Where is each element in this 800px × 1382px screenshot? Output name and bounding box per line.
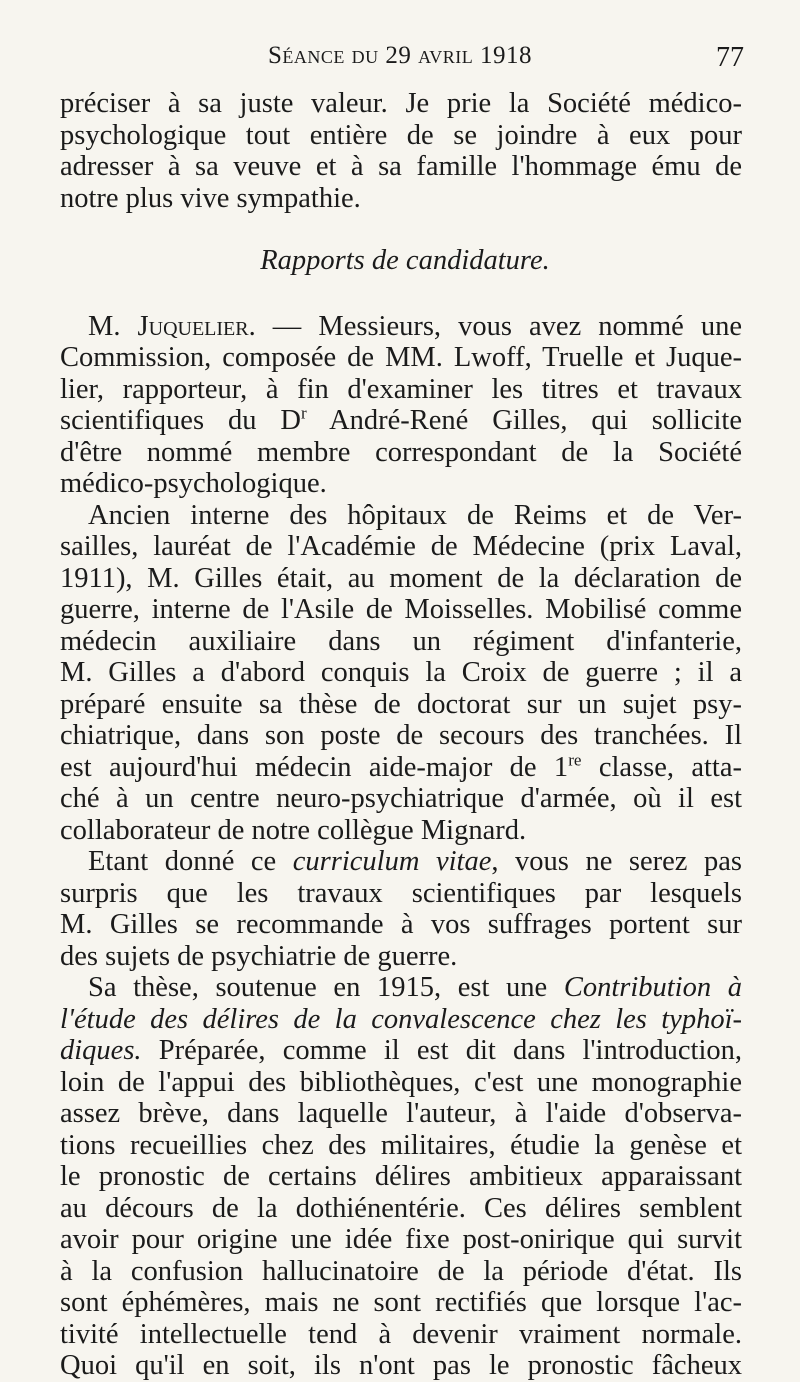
text-segment: scientifiques du D (60, 405, 301, 436)
text-line (60, 846, 742, 878)
text-line: surpris que les travaux scientifiques par lesquels (60, 877, 742, 909)
text-line: Quoi qu'il en soit, ils n'ont pas le pronostic fâcheux (60, 1350, 742, 1381)
speaker-name: M. Juquelier. (88, 310, 256, 342)
text-line: 1911), M. Gilles était, au moment de la déclaration de (60, 562, 742, 594)
text-line: médecin auxiliaire dans un régiment d'infanterie, (60, 625, 742, 657)
text-segment: , vous ne serez pas (491, 846, 742, 877)
paragraph-4 (60, 846, 742, 972)
text-line: sont éphémères, mais ne sont rectifiés que lorsque l'ac- (60, 1287, 742, 1318)
running-title-month: avril (418, 42, 474, 69)
running-title-date: 29 (385, 42, 412, 69)
text-line: adresser à sa veuve et à sa famille l'hommage ému de (60, 151, 742, 182)
text-line: M. Gilles a d'abord conquis la Croix de guerre ; il a (60, 657, 742, 688)
page-body (60, 88, 742, 1382)
text-line: lier, rapporteur, à fin d'examiner les titres et travaux (60, 373, 742, 405)
text-line: avoir pour origine une idée fixe post-onirique qui survit (60, 1224, 742, 1255)
text-line: le pronostic de certains délires ambitieux apparaissant (60, 1161, 742, 1192)
running-title (60, 42, 740, 70)
text-line: médico-psychologique. (60, 468, 327, 499)
text-segment: Sa thèse, soutenue en 1915, est une (88, 972, 564, 1003)
text-line: Commission, composée de MM. Lwoff, Truelle et Juque- (60, 342, 742, 373)
text-line: M. Gilles se recommande à vos suffrages portent sur (60, 909, 742, 940)
italic-segment: diques. (60, 1035, 142, 1066)
text-line: guerre, interne de l'Asile de Moisselles. Mobilisé comme (60, 594, 742, 625)
text-line: ché à un centre neuro-psychiatrique d'armée, où il est (60, 783, 742, 814)
text-line: sailles, lauréat de l'Académie de Médecine (prix Laval, (60, 531, 742, 562)
text-line (60, 972, 742, 1004)
page-number: 77 (716, 42, 744, 73)
text-line: collaborateur de notre collègue Mignard. (60, 814, 527, 846)
text-line (60, 311, 742, 343)
running-title-prefix: Séance du (267, 42, 379, 69)
text-line (60, 1035, 742, 1067)
text-line: des sujets de psychiatrie de guerre. (60, 940, 458, 972)
text-line: au décours de la dothiénentérie. Ces délires semblent (60, 1192, 742, 1224)
text-line: Ancien interne des hôpitaux de Reims et de Ver- (88, 499, 742, 531)
text-line (60, 752, 742, 784)
italic-segment: curriculum vitae (292, 846, 492, 877)
text-segment: Préparée, comme il est dit dans l'introduction, (141, 1035, 742, 1066)
superscript: r (301, 403, 307, 423)
text-line: préparé ensuite sa thèse de doctorat sur un sujet psy- (60, 688, 742, 720)
running-title-year: 1918 (480, 42, 533, 69)
text-line: tivité intellectuelle tend à devenir vraiment normale. (60, 1318, 742, 1350)
text-segment: Etant donné ce (88, 846, 293, 877)
italic-segment: Contribution à (563, 972, 742, 1003)
text-line: à la confusion hallucinatoire de la période d'état. Ils (60, 1255, 742, 1287)
section-heading: Rapports de candidature. (260, 245, 550, 276)
text-line: assez brève, dans laquelle l'auteur, à l'aide d'observa- (60, 1098, 742, 1129)
text-line: préciser à sa juste valeur. Je prie la Société médico- (60, 88, 742, 119)
text-line (60, 1004, 742, 1036)
italic-segment: l'étude des délires de la convalescence chez les typhoï- (60, 1003, 742, 1035)
text-line: chiatrique, dans son poste de secours des tranchées. Il (60, 720, 742, 751)
text-line: d'être nommé membre correspondant de la Société (60, 436, 742, 468)
text-segment: André-René Gilles, qui sollicite (306, 405, 742, 436)
text-line: notre plus vive sympathie. (60, 182, 361, 214)
paragraph-3 (60, 500, 742, 847)
text-line (60, 405, 742, 437)
text-segment: est aujourd'hui médecin aide-major de 1 (60, 751, 569, 783)
text-line: psychologique tout entière de se joindre à eux pour (60, 119, 742, 151)
paragraph-2 (60, 311, 742, 500)
running-header (60, 40, 744, 80)
text-line: tions recueillies chez des militaires, étudie la genèse et (60, 1129, 742, 1161)
text-segment: — Messieurs, vous avez nommé une (255, 310, 742, 342)
text-line: loin de l'appui des bibliothèques, c'est une monographie (60, 1066, 742, 1098)
paragraph-5 (60, 972, 742, 1382)
text-segment: classe, atta- (581, 751, 742, 783)
superscript: re (568, 750, 582, 769)
paragraph-1 (60, 88, 742, 214)
